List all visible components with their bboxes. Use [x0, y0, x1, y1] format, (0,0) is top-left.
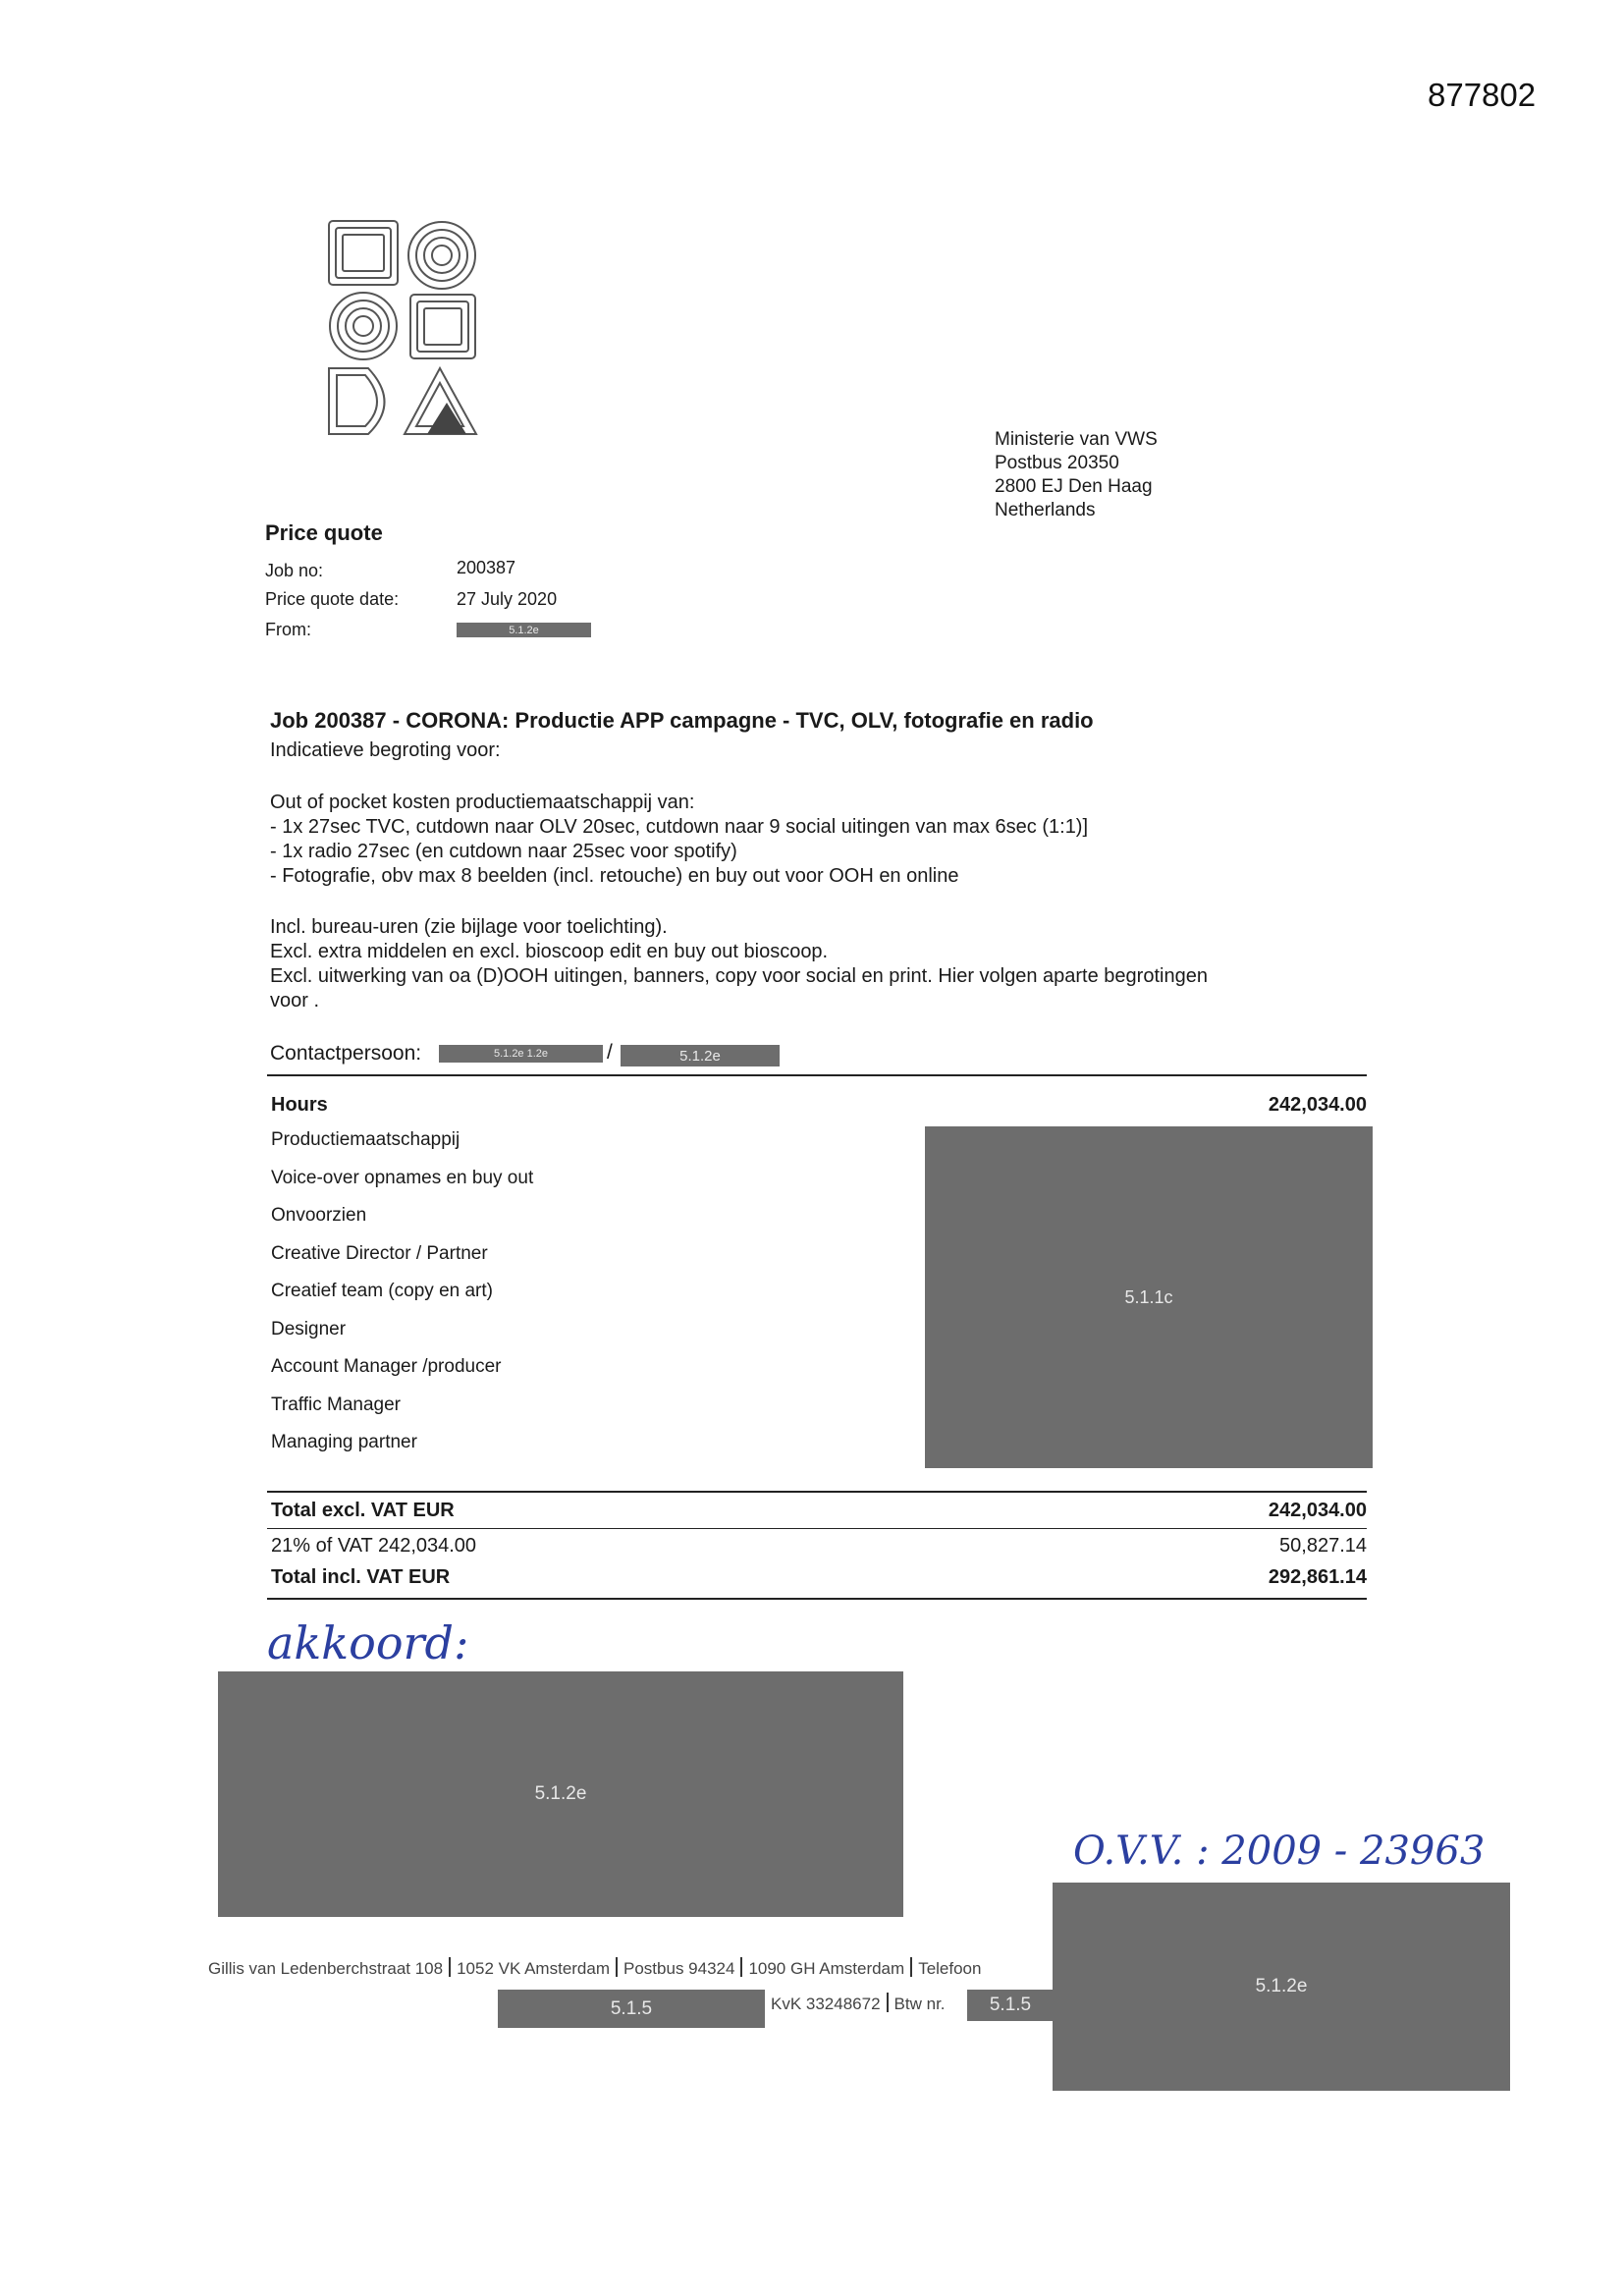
footer-part: 1090 GH Amsterdam	[748, 1959, 905, 1978]
incl-line: Excl. extra middelen en excl. bioscoop edit en buy out bioscoop.	[270, 941, 829, 962]
job-title: Job 200387 - CORONA: Productie APP campagne - TVC, OLV, fotografie en radio	[270, 708, 1094, 733]
footer-part: Telefoon	[918, 1959, 982, 1978]
footer-separator	[616, 1957, 618, 1977]
footer-separator	[910, 1957, 912, 1977]
footer-part: Postbus 94324	[623, 1959, 735, 1978]
footer-part: 1052 VK Amsterdam	[457, 1959, 611, 1978]
footer-part: Gillis van Ledenberchstraat 108	[208, 1959, 444, 1978]
document-number: 877802	[1428, 77, 1537, 113]
oop-list	[270, 791, 1088, 889]
hours-item: Creatief team (copy en art)	[271, 1281, 493, 1301]
address-line: Netherlands	[995, 500, 1096, 520]
incl-line: voor .	[270, 990, 320, 1011]
oop-line: - 1x radio 27sec (en cutdown naar 25sec voor spotify)	[270, 841, 737, 862]
job-no-label: Job no:	[265, 561, 324, 580]
hours-label: Hours	[271, 1094, 328, 1116]
redaction-signature: 5.1.2e	[218, 1671, 903, 1917]
footer-separator	[740, 1957, 742, 1977]
footer-kvk: KvK 33248672	[771, 1995, 881, 2013]
divider	[267, 1598, 1367, 1600]
total-incl-value: 292,861.14	[1268, 1566, 1367, 1588]
footer-separator	[449, 1957, 451, 1977]
incl-line: Incl. bureau-uren (zie bijlage voor toelichting).	[270, 916, 668, 938]
address-line: 2800 EJ Den Haag	[995, 476, 1153, 497]
footer-separator	[887, 1993, 889, 2012]
quote-date-label: Price quote date:	[265, 589, 400, 609]
hours-item: Productiemaatschappij	[271, 1129, 460, 1150]
divider	[267, 1074, 1367, 1076]
redaction-hours-amounts: 5.1.1c	[925, 1126, 1373, 1468]
redaction-contact-2: 5.1.2e	[621, 1045, 780, 1066]
contact-label: Contactpersoon:	[270, 1042, 422, 1065]
agency-logo	[324, 216, 481, 437]
divider	[267, 1491, 1367, 1493]
quote-date-value: 27 July 2020	[457, 589, 558, 609]
from-label: From:	[265, 620, 311, 639]
footer-btw: Btw nr.	[893, 1995, 946, 2013]
redaction-from: 5.1.2e	[457, 623, 591, 637]
footer-address	[208, 1957, 981, 1979]
hours-item: Voice-over opnames en buy out	[271, 1167, 534, 1188]
total-excl-value: 242,034.00	[1268, 1500, 1367, 1521]
footer-registration	[771, 1993, 946, 2014]
price-quote-title: Price quote	[265, 520, 383, 545]
hours-item: Creative Director / Partner	[271, 1242, 488, 1264]
hours-item: Traffic Manager	[271, 1394, 401, 1415]
oop-line: - Fotografie, obv max 8 beelden (incl. retouche) en buy out voor OOH en online	[270, 865, 959, 887]
oop-line: Out of pocket kosten productiemaatschappij van:	[270, 792, 695, 813]
hours-item: Managing partner	[271, 1432, 417, 1452]
hours-item: Onvoorzien	[271, 1205, 367, 1226]
hours-total: 242,034.00	[1268, 1094, 1367, 1116]
redaction-footer-left: 5.1.5	[498, 1990, 765, 2028]
contact-separator: /	[607, 1041, 613, 1064]
handwritten-approval: akkoord:	[267, 1616, 469, 1669]
hours-items	[271, 1129, 533, 1470]
hours-item: Account Manager /producer	[271, 1356, 502, 1377]
redaction-stamp: 5.1.2e	[1053, 1883, 1510, 2091]
job-no-value: 200387	[457, 558, 516, 577]
total-incl-label: Total incl. VAT EUR	[271, 1566, 451, 1588]
address-line: Ministerie van VWS	[995, 429, 1158, 450]
vat-value: 50,827.14	[1279, 1535, 1367, 1557]
vat-label: 21% of VAT 242,034.00	[271, 1535, 477, 1557]
inclusions-list	[270, 915, 1208, 1013]
redaction-contact-1: 5.1.2e 1.2e	[439, 1045, 603, 1063]
job-subtitle: Indicatieve begroting voor:	[270, 739, 501, 761]
address-line: Postbus 20350	[995, 453, 1119, 473]
handwritten-reference: O.V.V. : 2009 - 23963	[1073, 1829, 1486, 1874]
divider	[267, 1528, 1367, 1529]
incl-line: Excl. uitwerking van oa (D)OOH uitingen, banners, copy voor social en print. Hier volgen aparte begrotingen	[270, 965, 1208, 987]
total-excl-label: Total excl. VAT EUR	[271, 1500, 455, 1521]
redaction-footer-right: 5.1.5	[967, 1990, 1054, 2021]
recipient-address	[995, 428, 1158, 522]
hours-item: Designer	[271, 1318, 347, 1339]
oop-line: - 1x 27sec TVC, cutdown naar OLV 20sec, cutdown naar 9 social uitingen van max 6sec (1:1)]	[270, 816, 1089, 838]
